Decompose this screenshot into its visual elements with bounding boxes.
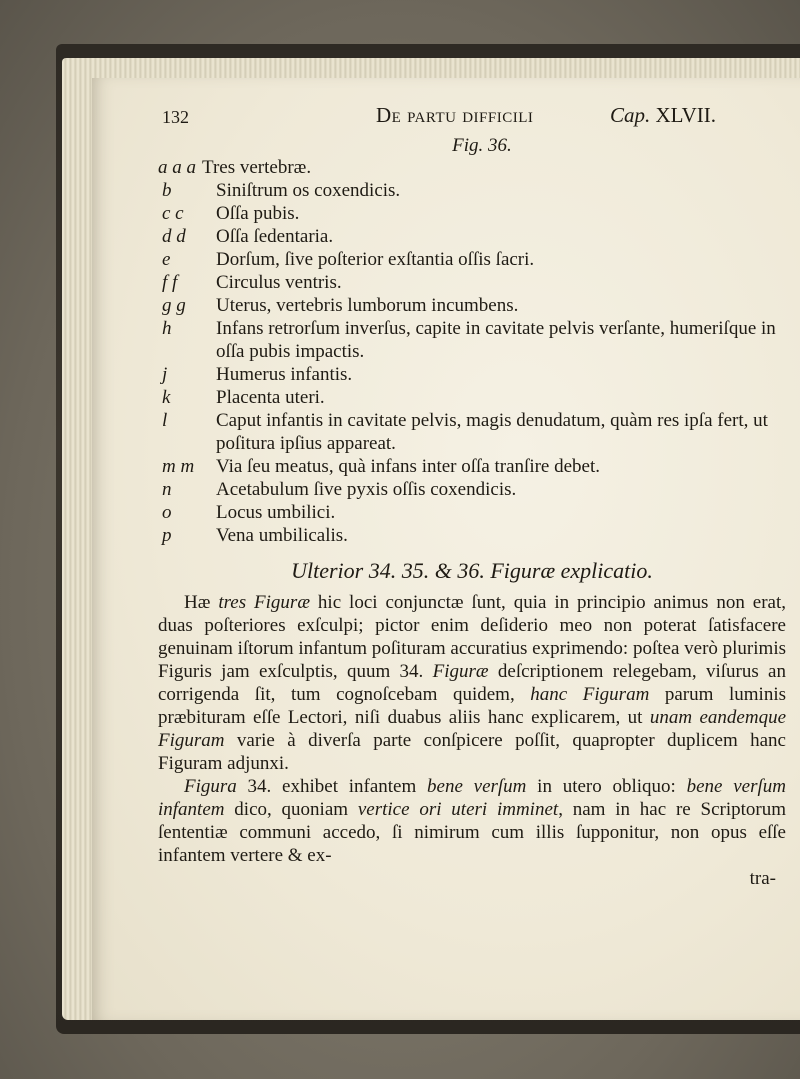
italic-run: bene verſum infantem (158, 776, 786, 820)
chapter-number: XLVII. (655, 103, 716, 127)
italic-run: Figuræ (432, 661, 489, 682)
legend-item (158, 409, 786, 455)
paragraph-1 (158, 591, 786, 775)
legend-item (158, 363, 786, 386)
italic-run: Figura (184, 776, 237, 797)
legend-item (158, 386, 786, 409)
legend-text: Oſſa pubis. (216, 203, 300, 224)
text-run: 34. exhibet infantem (236, 776, 428, 797)
legend-text: Caput infantis in cavitate pelvis, magis denudatum, quàm res ipſa fert, ut poſitura ipſius appareat. (216, 410, 768, 454)
legend-item (158, 455, 786, 478)
legend-item (158, 202, 786, 225)
legend-text: Circulus ventris. (216, 272, 342, 293)
text-run: deſcriptionem relegebam, viſurus an corrigenda ſit, tum cognoſcebam quidem, (158, 661, 786, 705)
legend-key: d d (162, 226, 186, 247)
italic-run: vertice ori uteri imminet (357, 799, 559, 820)
chapter-label (610, 104, 716, 127)
legend-item (158, 524, 786, 547)
legend-text: Tres vertebræ. (202, 157, 312, 178)
figure-legend (158, 156, 786, 547)
legend-text: Dorſum, ſive poſterior exſtantia oſſis ſacri. (216, 249, 535, 270)
legend-key: j (162, 364, 168, 385)
text-run: parum luminis præbituram eſſe Lectori, niſi duabus aliis hanc explicarem, ut (158, 684, 786, 728)
legend-text: Locus umbilici. (216, 502, 336, 523)
legend-key: p (162, 525, 172, 546)
text-run: dico, quoniam (224, 799, 358, 820)
legend-item: a a a Tres vertebræ. (158, 156, 786, 179)
legend-key: l (162, 410, 168, 431)
text-run: hic loci conjunctæ ſunt, quia in principio animus non erat, duas poſteriores exſculpi; pictor enim deſiderio meo non poterat ſatisfacere genuinam iſtorum infantum poſituram accuratius exprimendo: poſtea verò plurimis Figuris jam exſculptis, quum 34. (158, 592, 786, 682)
running-header (158, 104, 786, 134)
text-run: , nam in hac re Scriptorum ſententiæ communi accedo, ſi nimirum cum illis ſupponitur, non opus eſſe infantem vertere & ex- (158, 799, 787, 866)
cap-abbrev: Cap. (610, 103, 651, 127)
page-number: 132 (162, 107, 189, 127)
legend-key: n (162, 479, 172, 500)
legend-key: g g (162, 295, 186, 316)
figure-title: Fig. 36. (452, 135, 512, 156)
legend-key: b (162, 180, 172, 201)
section-heading: Ulterior 34. 35. & 36. Figuræ explicatio. (291, 558, 653, 583)
legend-key: o (162, 502, 172, 523)
italic-run: tres Figuræ (218, 592, 310, 613)
text-run: Hæ (184, 592, 219, 613)
page-content (158, 104, 786, 889)
legend-item (158, 317, 786, 363)
italic-run: hanc Figuram (530, 684, 650, 705)
legend-item (158, 478, 786, 501)
legend-item (158, 271, 786, 294)
legend-text: Placenta uteri. (216, 387, 325, 408)
legend-item (158, 248, 786, 271)
legend-text: Via ſeu meatus, quà infans inter oſſa tranſire debet. (216, 456, 600, 477)
legend-item (158, 225, 786, 248)
book-page (92, 78, 800, 1020)
legend-item (158, 179, 786, 202)
legend-key: h (162, 318, 172, 339)
legend-text: Infans retrorſum inverſus, capite in cavitate pelvis verſante, humeriſque in oſſa pubis impactis. (216, 318, 776, 362)
legend-key: c c (162, 203, 184, 224)
legend-item (158, 294, 786, 317)
legend-key: e (162, 249, 171, 270)
legend-text: Uterus, vertebris lumborum incumbens. (216, 295, 519, 316)
italic-run: bene verſum (427, 776, 527, 797)
legend-key: k (162, 387, 171, 408)
paragraph-2 (158, 775, 786, 867)
running-title: De partu difficili (376, 103, 534, 127)
catchword: tra- (749, 868, 776, 889)
legend-key: f f (162, 272, 178, 293)
text-run: in utero obliquo: (526, 776, 687, 797)
legend-text: Siniſtrum os coxendicis. (216, 180, 401, 201)
italic-run: unam eandemque Figuram (158, 707, 787, 751)
legend-text: Oſſa ſedentaria. (216, 226, 334, 247)
legend-text: Humerus infantis. (216, 364, 353, 385)
legend-key: m m (162, 456, 195, 477)
legend-text: Vena umbilicalis. (216, 525, 348, 546)
legend-item (158, 501, 786, 524)
text-run: varie à diverſa parte conſpicere poſſit, quapropter duplicem hanc Figuram adjunxi. (158, 730, 786, 774)
legend-text: Acetabulum ſive pyxis oſſis coxendicis. (216, 479, 517, 500)
